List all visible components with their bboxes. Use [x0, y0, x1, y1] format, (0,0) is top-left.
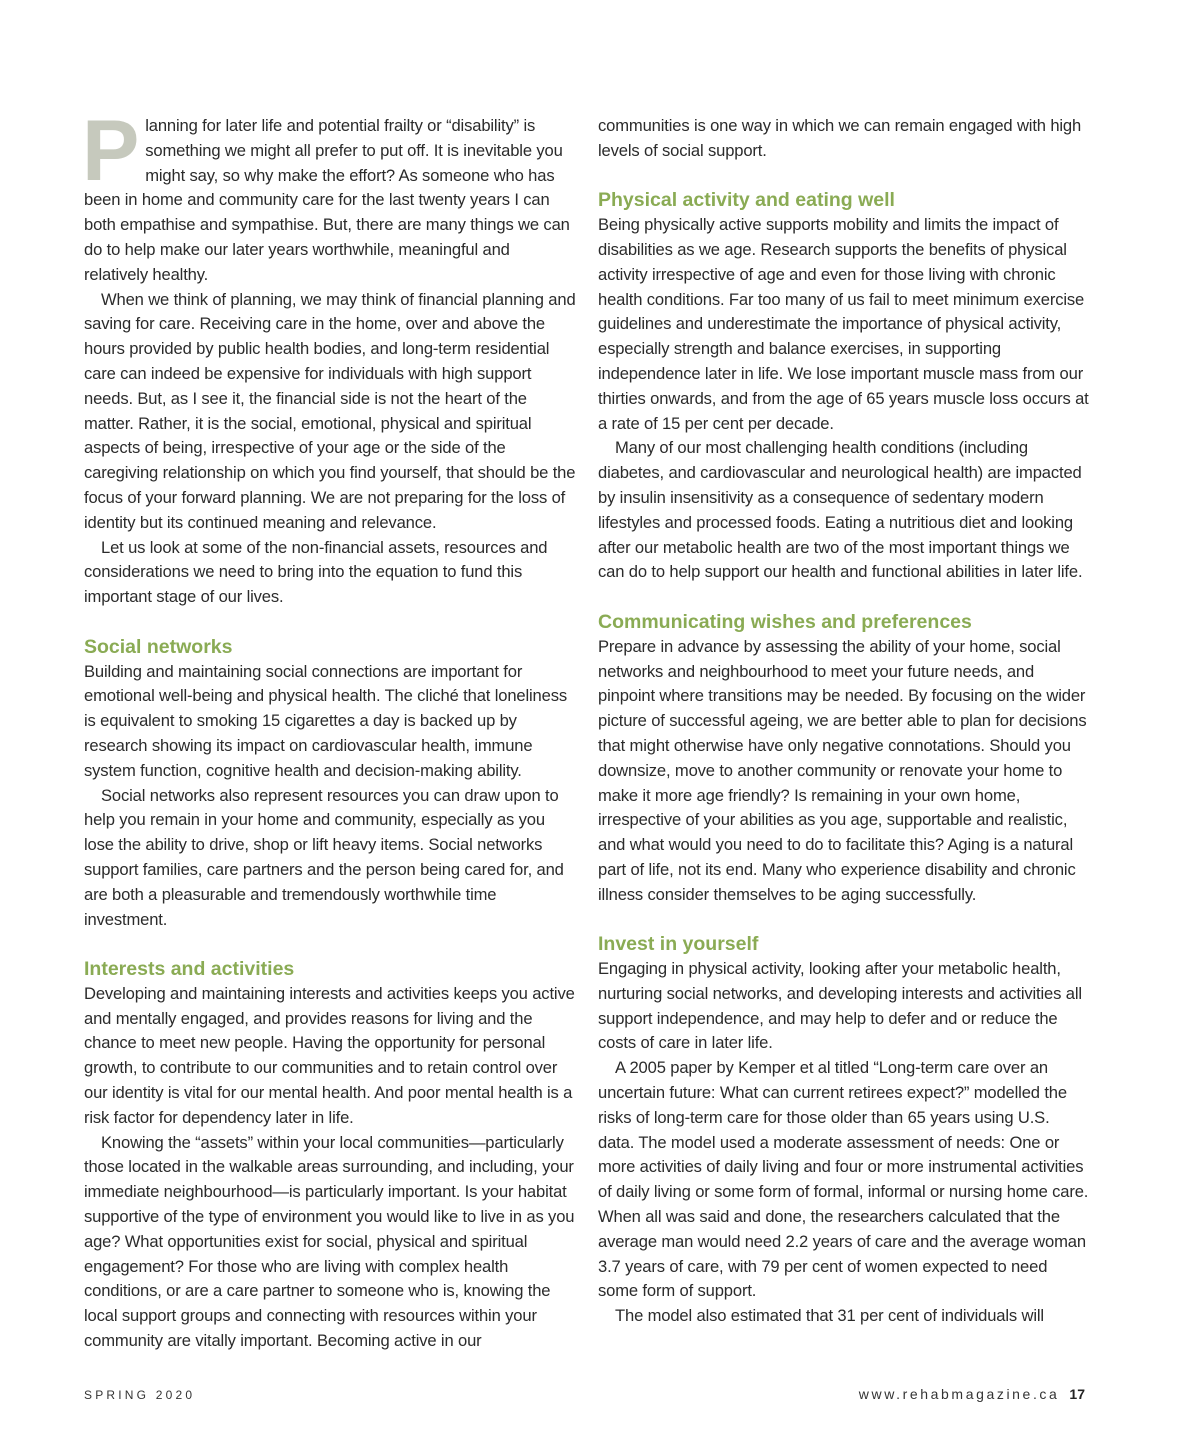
- invest-paragraph-3: The model also estimated that 31 per cent of individuals will: [615, 1306, 1044, 1326]
- continued-paragraph: communities is one way in which we can remain engaged with high levels of social support.: [598, 116, 1082, 160]
- heading-invest-yourself: Invest in yourself: [598, 933, 759, 956]
- page-number: 17: [1069, 1386, 1085, 1402]
- intro-paragraph-2: When we think of planning, we may think of financial planning and saving for care. Receiving care in the home, over and above the hours provided by public health bodies, and long-term residential care can indeed be expensive for individuals with high support needs. But, as I see it, the financial side is not the heart of the matter. Rather, it is the social, emotional, physical and spiritual aspects of being, irrespective of your age or the side of the caregiving relationship on which you find yourself, that should be the focus of your forward planning. We are not preparing for the loss of identity but its continued meaning and relevance.: [84, 289, 576, 532]
- interests-paragraph-1: Developing and maintaining interests and activities keeps you active and mentally engaged, and provides reasons for living and the chance to meet new people. Having the opportunity for personal growth, to contribute to our communities and to retain control over our identity is vital for our mental health. And poor mental health is a risk factor for dependency later in life.: [84, 983, 575, 1127]
- social-paragraph-2: Social networks also represent resources you can draw upon to help you remain in your home and community, especially as you lose the ability to drive, shop or lift heavy items. Social networks support families, care partners and the person being cared for, and are both a pleasurable and tremendously worthwhile time investment.: [84, 785, 564, 929]
- footer-website: www.rehabmagazine.ca: [858, 1386, 1060, 1402]
- heading-physical-activity: Physical activity and eating well: [598, 189, 895, 212]
- intro-paragraph-3: Let us look at some of the non-financial assets, resources and considerations we need to bring into the equation to fund this important stage of our lives.: [84, 537, 548, 607]
- footer-right: [859, 1386, 1085, 1402]
- intro-paragraph: Planning for later life and potential frailty or “disability” is something we might all prefer to put off. It is inevitable you might say, so why make the effort? As someone who has been in home and community care for the last twenty years I can both empathise and sympathise. But, there are many things we can do to help make our later years worthwhile, meaningful and relatively healthy.: [82, 103, 570, 284]
- right-column: [598, 114, 1090, 1329]
- social-paragraph-1: Building and maintaining social connections are important for emotional well-being and physical health. The cliché that loneliness is equivalent to smoking 15 cigarettes a day is backed up by research showing its impact on cardiovascular health, immune system function, cognitive health and decision-making ability.: [84, 661, 567, 780]
- drop-cap: P: [82, 103, 140, 199]
- footer-issue: SPRING 2020: [84, 1388, 196, 1402]
- interests-paragraph-2: Knowing the “assets” within your local communities—particularly those located in the walkable areas surrounding, and including, your immediate neighbourhood—is particularly important. Is your habitat supportive of the type of environment you would like to live in as you age? What opportunities exist for social, physical and spiritual engagement? For those who are living with complex health conditions, or are a care partner to someone who is, knowing the local support groups and connecting with resources within your community are vitally important. Becoming active in our: [84, 1132, 575, 1351]
- invest-paragraph-1: Engaging in physical activity, looking after your metabolic health, nurturing social networks, and developing interests and activities all support independence, and may help to defer and or reduce the costs of care in later life.: [598, 959, 1082, 1053]
- heading-communicating-wishes: Communicating wishes and preferences: [598, 610, 972, 633]
- physical-paragraph-1: Being physically active supports mobility and limits the impact of disabilities as we age. Research supports the benefits of physical activity irrespective of age and even for those living with chronic health conditions. Far too many of us fail to meet minimum exercise guidelines and underestimate the importance of physical activity, especially strength and balance exercises, in supporting independence later in life. We lose important muscle mass from our thirties onwards, and from the age of 65 years muscle loss occurs at a rate of 15 per cent per decade.: [598, 215, 1089, 433]
- physical-paragraph-2: Many of our most challenging health conditions (including diabetes, and cardiovascular and neurological health) are impacted by insulin insensitivity as a consequence of sedentary modern lifestyles and processed foods. Eating a nutritious diet and looking after our metabolic health are two of the most important things we can do to help support our health and functional abilities in later life.: [598, 438, 1083, 582]
- invest-paragraph-2: A 2005 paper by Kemper et al titled “Long-term care over an uncertain future: What can current retirees expect?” modelled the risks of long-term care for those older than 65 years using U.S. data. The model used a moderate assessment of needs: One or more activities of daily living and four or more instrumental activities of daily living or some form of formal, informal or nursing home care. When all was said and done, the researchers calculated that the average man would need 2.2 years of care and the average woman 3.7 years of care, with 79 per cent of women expected to need some form of support.: [598, 1058, 1089, 1301]
- left-column: [82, 103, 576, 1354]
- communicating-paragraph-1: Prepare in advance by assessing the ability of your home, social networks and neighbourhood to meet your future needs, and pinpoint where transitions may be needed. By focusing on the wider picture of successful ageing, we are better able to plan for decisions that might otherwise have only negative connotations. Should you downsize, move to another community or renovate your home to make it more age friendly? Is remaining in your own home, irrespective of your abilities as you age, supportable and realistic, and what would you need to do to facilitate this? Aging is a natural part of life, not its end. Many who experience disability and chronic illness consider themselves to be aging successfully.: [598, 636, 1087, 904]
- heading-social-networks: Social networks: [84, 635, 233, 658]
- heading-interests-activities: Interests and activities: [84, 958, 295, 981]
